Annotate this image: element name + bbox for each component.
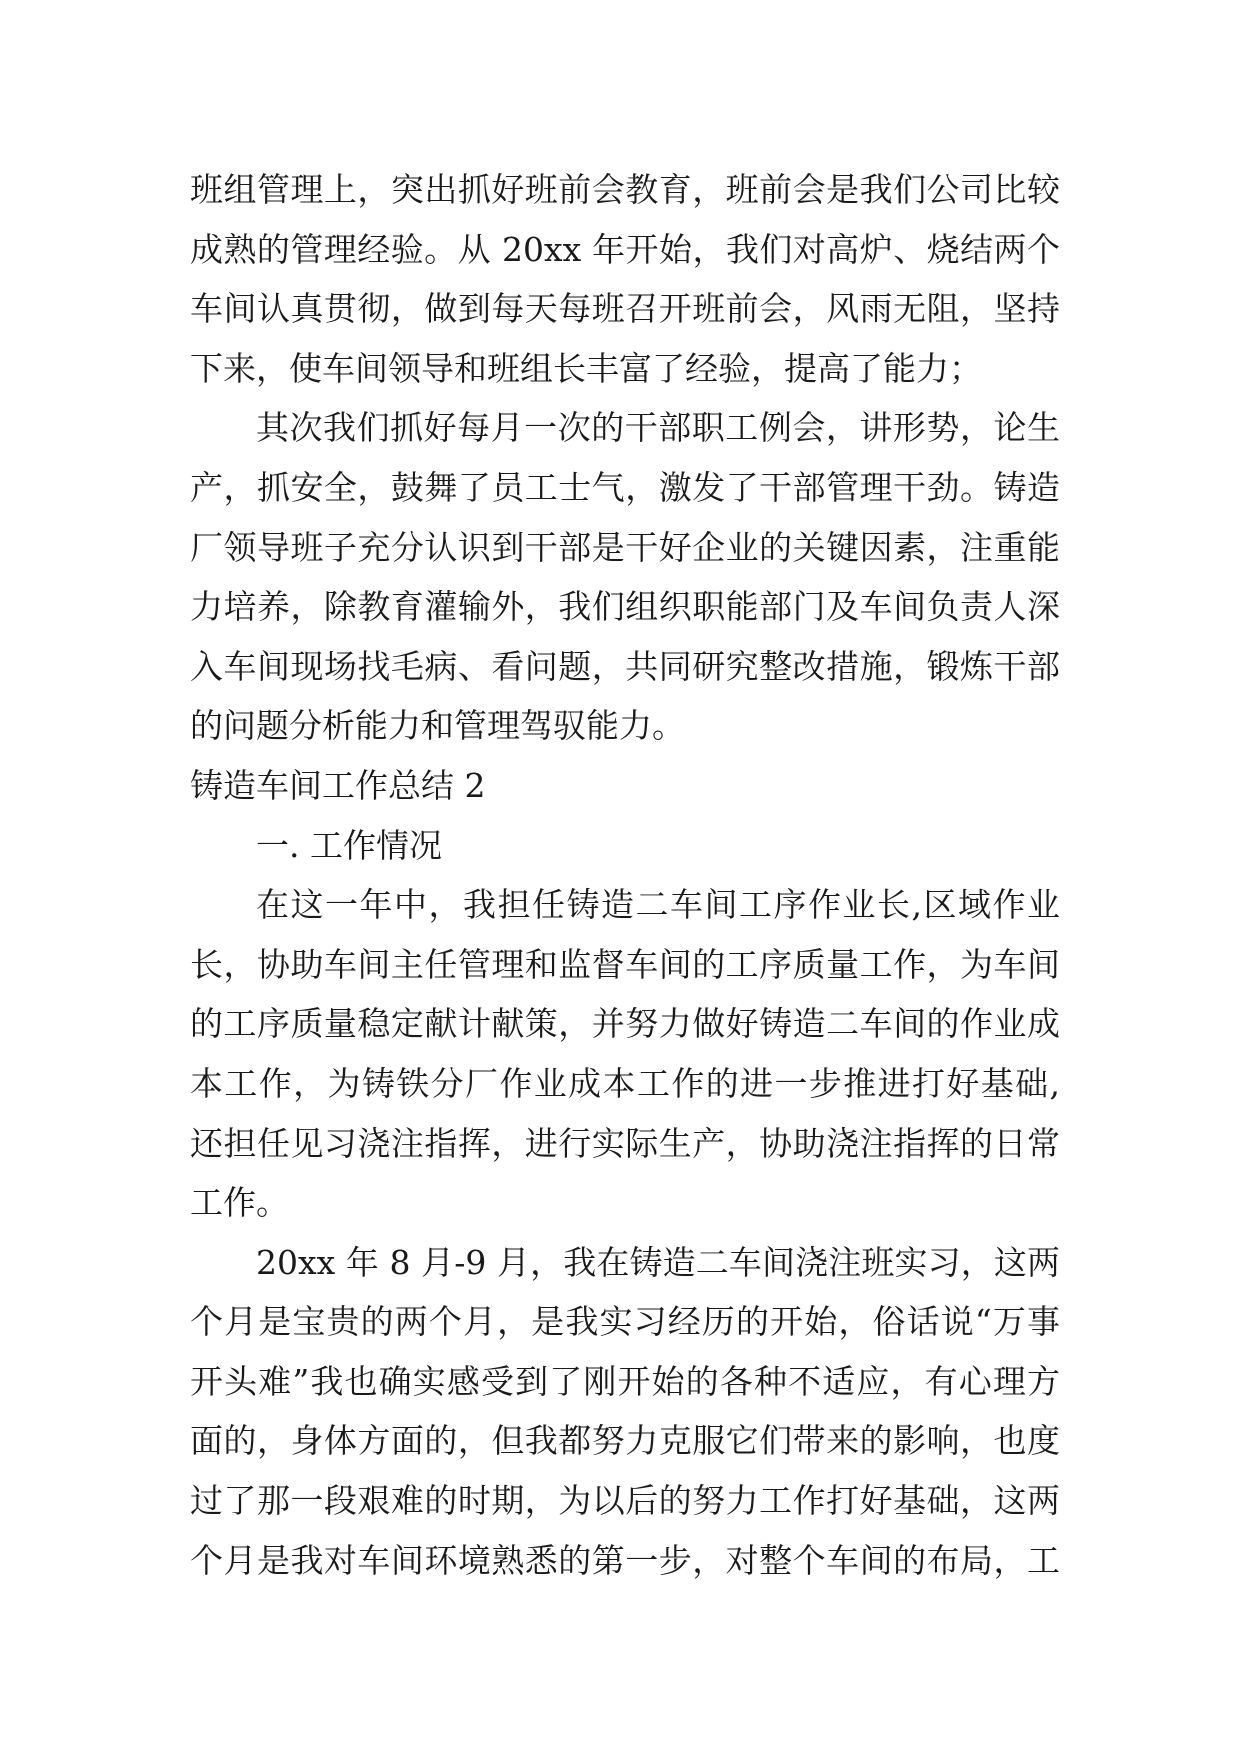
text-line: 厂领导班子充分认识到干部是干好企业的关键因素，注重能: [190, 527, 1060, 567]
paragraph-1: [190, 160, 1060, 398]
text-line: 本工作，为铸铁分厂作业成本工作的进一步推进打好基础,: [190, 1063, 1060, 1103]
text-line: 的工序质量稳定献计献策，并努力做好铸造二车间的作业成: [190, 1004, 1060, 1044]
section-heading: 铸造车间工作总结 2: [190, 765, 486, 805]
text-line: 个月是我对车间环境熟悉的第一步，对整个车间的布局，工: [190, 1540, 1060, 1580]
document-body: [190, 160, 1060, 1590]
text-line: 开头难”我也确实感受到了刚开始的各种不适应，有心理方: [190, 1361, 1060, 1401]
text-line: 其次我们抓好每月一次的干部职工例会，讲形势，论生: [256, 408, 1060, 448]
text-line: 入车间现场找毛病、看问题，共同研究整改措施，锻炼干部: [190, 646, 1060, 686]
text-line: 20xx 年 8 月-9 月，我在铸造二车间浇注班实习，这两: [256, 1242, 1060, 1282]
text-line: 班组管理上，突出抓好班前会教育，班前会是我们公司比较: [190, 170, 1060, 209]
section-subheading: 一. 工作情况: [256, 825, 442, 865]
text-line: 个月是宝贵的两个月，是我实习经历的开始，俗话说“万事: [190, 1302, 1060, 1342]
text-line: 还担任见习浇注指挥，进行实际生产，协助浇注指挥的日常: [190, 1123, 1060, 1163]
text-line: 下来，使车间领导和班组长丰富了经验，提高了能力；: [190, 348, 982, 388]
text-line: 的问题分析能力和管理驾驭能力。: [190, 706, 685, 746]
text-line: 在这一年中，我担任铸造二车间工序作业长,区域作业: [256, 885, 1060, 925]
text-line: 面的，身体方面的，但我都努力克服它们带来的影响，也度: [190, 1421, 1060, 1461]
paragraph-2: [190, 398, 1060, 756]
text-line: 长，协助车间主任管理和监督车间的工序质量工作，为车间: [190, 944, 1060, 984]
paragraph-4: [190, 1233, 1060, 1591]
text-line: 过了那一段艰难的时期，为以后的努力工作打好基础，这两: [190, 1481, 1060, 1521]
text-line: 车间认真贯彻，做到每天每班召开班前会，风雨无阻，坚持: [190, 289, 1060, 329]
paragraph-3: [190, 875, 1060, 1233]
text-line: 力培养，除教育灌输外，我们组织职能部门及车间负责人深: [190, 587, 1060, 627]
text-line: 产，抓安全，鼓舞了员工士气，激发了干部管理干劲。铸造: [190, 467, 1060, 507]
text-line: 成熟的管理经验。从 20xx 年开始，我们对高炉、烧结两个: [190, 229, 1060, 269]
text-line: 工作。: [190, 1183, 289, 1223]
